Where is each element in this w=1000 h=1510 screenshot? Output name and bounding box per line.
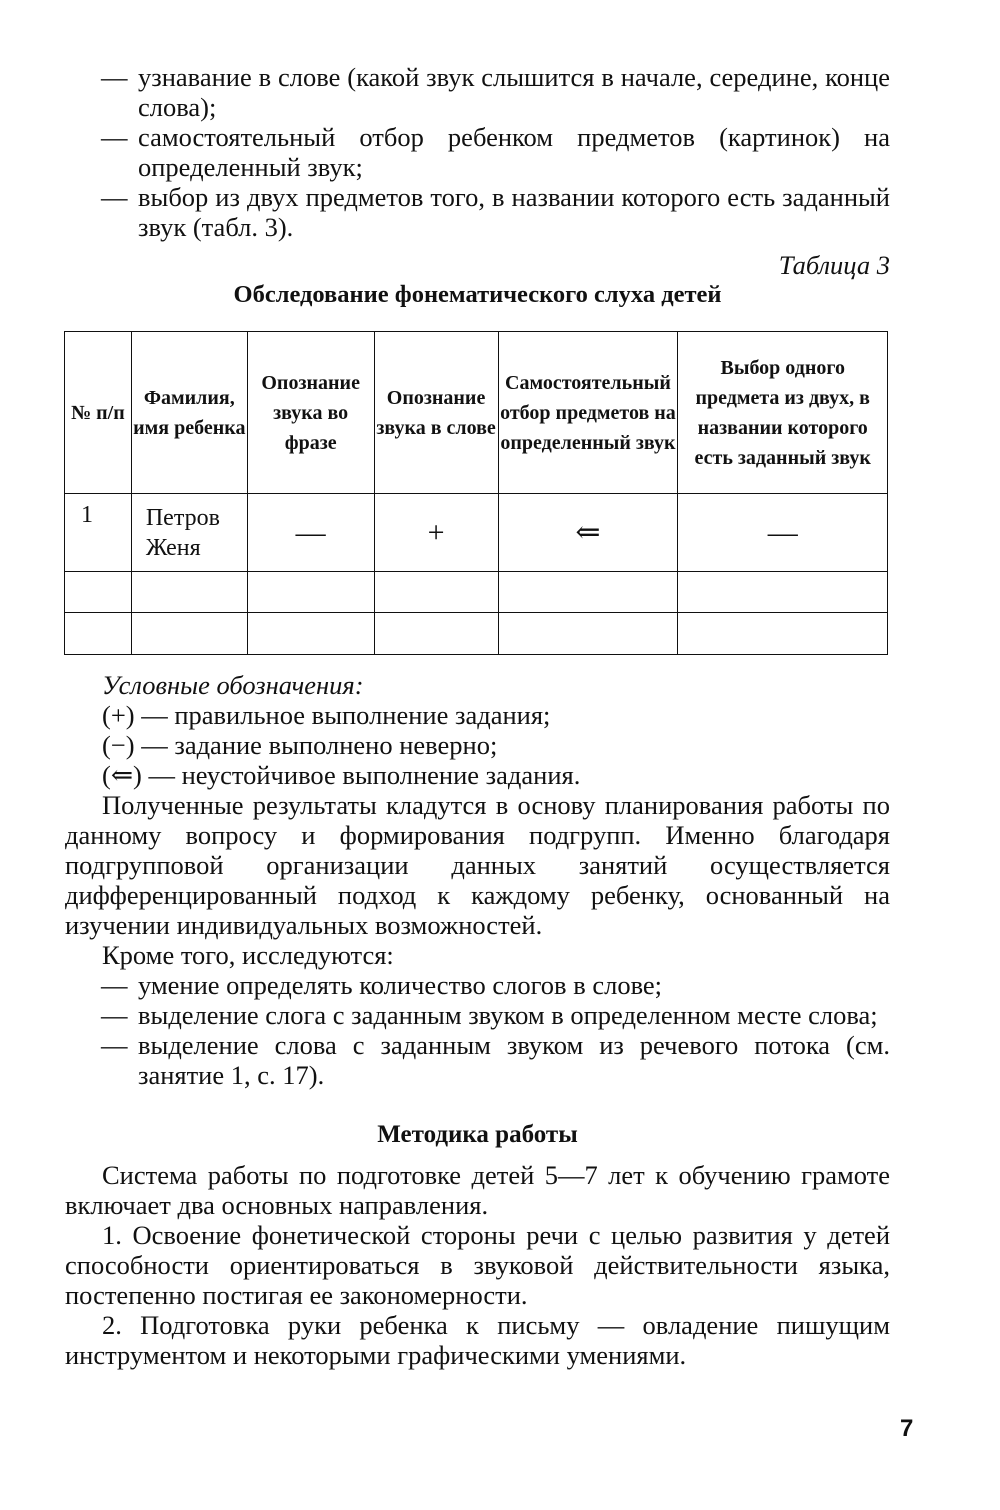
list-item bbox=[65, 1030, 890, 1090]
list-item-text: умение определять количество слогов в слове; bbox=[138, 970, 663, 1000]
table-cell bbox=[678, 613, 888, 655]
table-row bbox=[65, 572, 888, 613]
legend-item: (−) — задание выполнено неверно; bbox=[102, 730, 498, 760]
table-header-row bbox=[65, 332, 888, 494]
list-item bbox=[65, 182, 890, 242]
table-cell bbox=[65, 613, 132, 655]
paragraph: Кроме того, исследуются: bbox=[102, 940, 394, 970]
header-number: № п/п bbox=[65, 332, 132, 494]
dash: — bbox=[101, 970, 128, 1000]
dash: — bbox=[101, 122, 128, 152]
table-cell: — bbox=[678, 494, 888, 572]
header-word: Опознание звука в слове bbox=[374, 332, 498, 494]
header-selection: Самостоятельный отбор предметов на определенный звук bbox=[498, 332, 678, 494]
table-cell bbox=[374, 613, 498, 655]
dash: — bbox=[101, 62, 128, 92]
legend-title: Условные обозначения: bbox=[102, 670, 364, 700]
results-table bbox=[64, 331, 888, 655]
table-cell bbox=[498, 613, 678, 655]
body-text bbox=[65, 670, 890, 1370]
table-cell bbox=[131, 572, 247, 613]
table-cell: ⇐ bbox=[498, 494, 678, 572]
dash: — bbox=[101, 1000, 128, 1030]
page-number: 7 bbox=[900, 1415, 914, 1442]
table-cell bbox=[247, 613, 374, 655]
list-item-text: узнавание в слове (какой звук слышится в начале, середине, конце слова); bbox=[138, 62, 890, 122]
header-phrase: Опознание звука во фразе bbox=[247, 332, 374, 494]
list-item bbox=[65, 62, 890, 122]
table-cell bbox=[498, 572, 678, 613]
table-cell bbox=[374, 572, 498, 613]
header-name: Фамилия, имя ребенка bbox=[131, 332, 247, 494]
list-item bbox=[65, 1000, 890, 1030]
table-title: Обследование фонематического слуха детей bbox=[233, 281, 722, 308]
page-content bbox=[65, 62, 890, 310]
list-item-text: самостоятельный отбор ребенком предметов (картинок) на определенный звук; bbox=[138, 122, 890, 182]
paragraph: 1. Освоение фонетической стороны речи с целью развития у детей способности ориентироваться в звуковой действительности языка, постепенно постигая ее закономерности. bbox=[65, 1220, 890, 1310]
header-choice: Выбор одного предмета из двух, в названии которого есть заданный звук bbox=[678, 332, 888, 494]
list-item bbox=[65, 122, 890, 182]
table-cell bbox=[678, 572, 888, 613]
section-title: Методика работы bbox=[377, 1121, 578, 1148]
paragraph: 2. Подготовка руки ребенка к письму — овладение пишущим инструментом и некоторыми графическими умениями. bbox=[65, 1310, 890, 1370]
table-cell: 1 bbox=[65, 494, 132, 572]
legend-item: (+) — правильное выполнение задания; bbox=[102, 700, 551, 730]
paragraph: Система работы по подготовке детей 5—7 лет к обучению грамоте включает два основных направления. bbox=[65, 1160, 890, 1220]
table-cell: Петров Женя bbox=[131, 494, 247, 572]
dash: — bbox=[101, 182, 128, 212]
table-cell bbox=[247, 572, 374, 613]
table-cell: — bbox=[247, 494, 374, 572]
table-label: Таблица 3 bbox=[778, 250, 890, 280]
legend-item: (⇐) — неустойчивое выполнение задания. bbox=[102, 760, 581, 790]
list-item-text: выделение слога с заданным звуком в определенном месте слова; bbox=[138, 1000, 878, 1030]
table-cell bbox=[131, 613, 247, 655]
list-item-text: выделение слова с заданным звуком из речевого потока (см. занятие 1, с. 17). bbox=[138, 1030, 890, 1090]
table-cell: + bbox=[374, 494, 498, 572]
table-row bbox=[65, 613, 888, 655]
list-item bbox=[65, 970, 890, 1000]
dash: — bbox=[101, 1030, 128, 1060]
table-cell bbox=[65, 572, 132, 613]
paragraph: Полученные результаты кладутся в основу планирования работы по данному вопросу и формирования подгрупп. Именно благодаря подгрупповой организации данных занятий осуществляется дифференцированный подход к каждому ребенку, основанный на изучении индивидуальных возможностей. bbox=[65, 790, 890, 940]
table-row bbox=[65, 494, 888, 572]
list-item-text: выбор из двух предметов того, в названии которого есть заданный звук (табл. 3). bbox=[138, 182, 890, 242]
